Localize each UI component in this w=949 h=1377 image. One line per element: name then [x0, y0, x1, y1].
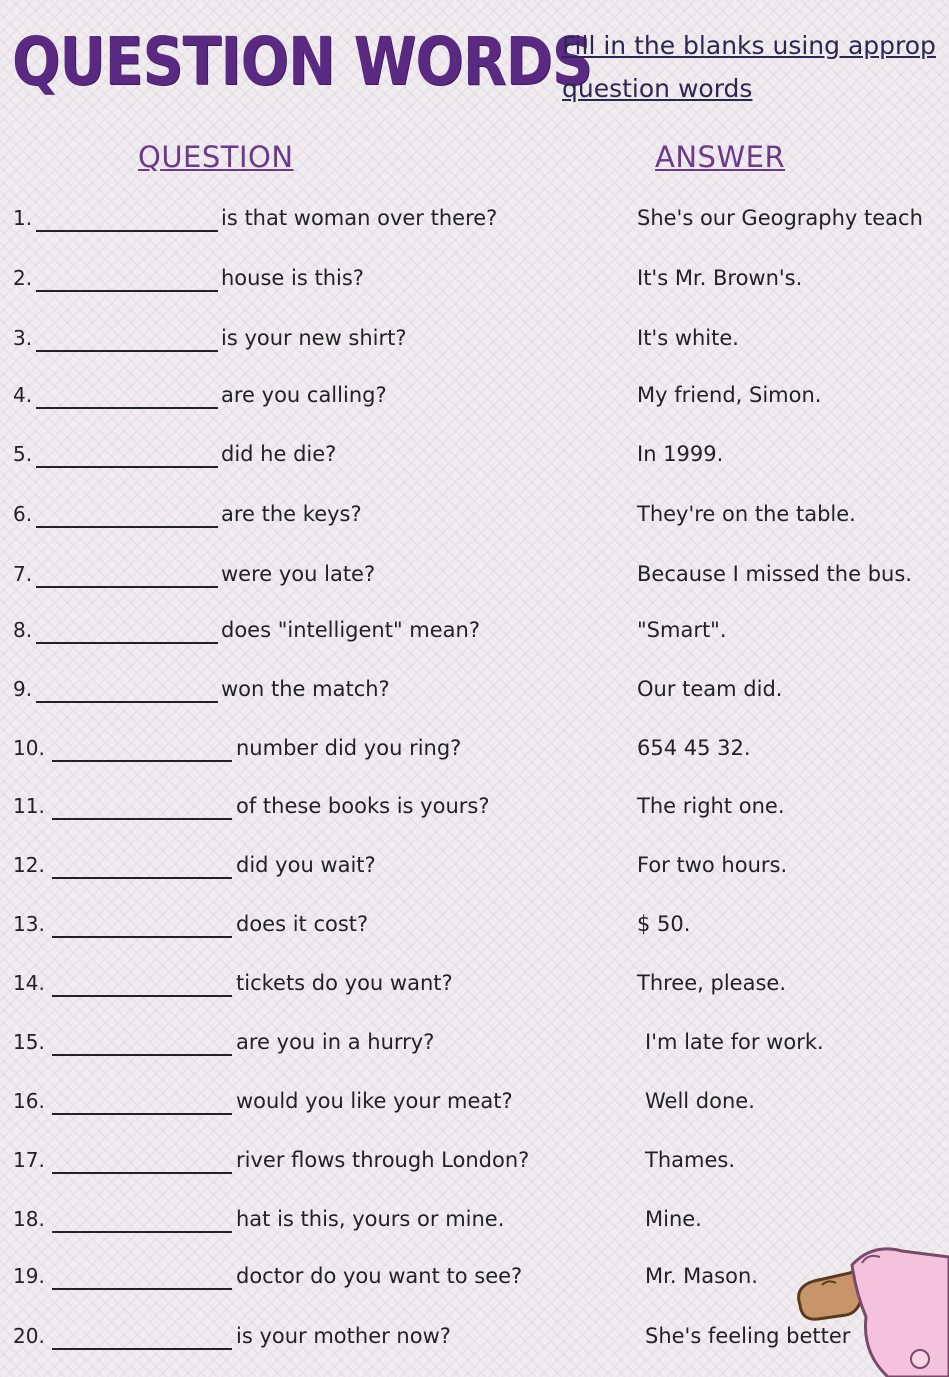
question-text: is your mother now? [236, 1324, 451, 1348]
answer-text: I'm late for work. [645, 1030, 824, 1054]
answer-blank[interactable] [36, 350, 218, 352]
exercise-row [0, 1024, 949, 1064]
question-text: did he die? [221, 442, 337, 466]
question-text: tickets do you want? [236, 971, 453, 995]
answer-blank[interactable] [36, 407, 218, 409]
question-text: doctor do you want to see? [236, 1264, 523, 1288]
answer-blank[interactable] [36, 290, 218, 292]
answer-blank[interactable] [36, 701, 218, 703]
item-number: 12. [13, 853, 45, 877]
answer-text: They're on the table. [637, 502, 856, 526]
instruction-line-1: Fill in the blanks using approp [562, 31, 936, 60]
answer-blank[interactable] [52, 877, 232, 879]
answer-text: It's Mr. Brown's. [637, 266, 803, 290]
question-text: would you like your meat? [236, 1089, 513, 1113]
item-number: 4. [13, 383, 33, 407]
item-number: 13. [13, 912, 45, 936]
answer-text: Thames. [645, 1148, 735, 1172]
answer-text: "Smart". [637, 618, 727, 642]
question-text: does it cost? [236, 912, 369, 936]
item-number: 20. [13, 1324, 45, 1348]
page-title: QUESTION WORDS [12, 23, 592, 100]
question-text: is your new shirt? [221, 326, 407, 350]
exercise-row [0, 847, 949, 887]
item-number: 9. [13, 677, 33, 701]
item-number: 17. [13, 1148, 45, 1172]
exercise-row [0, 730, 949, 770]
exercise-row [0, 320, 949, 360]
answer-blank[interactable] [52, 1113, 232, 1115]
answer-text: Mine. [645, 1207, 702, 1231]
question-text: are you in a hurry? [236, 1030, 435, 1054]
answer-text: It's white. [637, 326, 739, 350]
exercise-row [0, 496, 949, 536]
answer-blank[interactable] [36, 466, 218, 468]
question-text: are you calling? [221, 383, 387, 407]
answer-text: Our team did. [637, 677, 783, 701]
exercise-row [0, 612, 949, 652]
answer-text: Three, please. [637, 971, 786, 995]
answer-text: She's feeling better [645, 1324, 851, 1348]
answer-text: 654 45 32. [637, 736, 751, 760]
item-number: 7. [13, 562, 33, 586]
exercise-row [0, 556, 949, 596]
exercise-row [0, 788, 949, 828]
item-number: 15. [13, 1030, 45, 1054]
item-number: 10. [13, 736, 45, 760]
answer-text: The right one. [637, 794, 785, 818]
answer-blank[interactable] [52, 995, 232, 997]
answer-column-header: ANSWER [655, 140, 786, 174]
instruction-line-2: question words [562, 74, 753, 103]
item-number: 5. [13, 442, 33, 466]
exercise-row [0, 671, 949, 711]
answer-blank[interactable] [52, 1348, 232, 1350]
item-number: 2. [13, 266, 33, 290]
item-number: 3. [13, 326, 33, 350]
answer-text: $ 50. [637, 912, 691, 936]
exercise-row [0, 377, 949, 417]
exercise-row [0, 200, 949, 240]
answer-blank[interactable] [52, 1172, 232, 1174]
answer-blank[interactable] [52, 936, 232, 938]
question-text: of these books is yours? [236, 794, 490, 818]
answer-blank[interactable] [36, 230, 218, 232]
exercise-row [0, 965, 949, 1005]
answer-text: In 1999. [637, 442, 724, 466]
item-number: 1. [13, 206, 33, 230]
answer-blank[interactable] [52, 1288, 232, 1290]
answer-blank[interactable] [52, 1054, 232, 1056]
answer-blank[interactable] [36, 526, 218, 528]
answer-text: For two hours. [637, 853, 788, 877]
item-number: 14. [13, 971, 45, 995]
question-text: are the keys? [221, 502, 362, 526]
exercise-row [0, 1083, 949, 1123]
question-text: were you late? [221, 562, 376, 586]
question-text: won the match? [221, 677, 390, 701]
question-text: is that woman over there? [221, 206, 498, 230]
question-column-header: QUESTION [138, 140, 294, 174]
question-text: hat is this, yours or mine. [236, 1207, 505, 1231]
item-number: 11. [13, 794, 45, 818]
question-text: does "intelligent" mean? [221, 618, 481, 642]
question-text: river flows through London? [236, 1148, 530, 1172]
exercise-row [0, 906, 949, 946]
answer-blank[interactable] [52, 1231, 232, 1233]
answer-blank[interactable] [36, 642, 218, 644]
item-number: 8. [13, 618, 33, 642]
sleeve-shape [852, 1249, 949, 1377]
instructions [562, 24, 949, 110]
item-number: 16. [13, 1089, 45, 1113]
exercise-row [0, 260, 949, 300]
exercise-row [0, 436, 949, 476]
question-text: house is this? [221, 266, 364, 290]
answer-text: Well done. [645, 1089, 755, 1113]
answer-text: My friend, Simon. [637, 383, 822, 407]
item-number: 19. [13, 1264, 45, 1288]
item-number: 6. [13, 502, 33, 526]
answer-blank[interactable] [52, 818, 232, 820]
item-number: 18. [13, 1207, 45, 1231]
question-text: number did you ring? [236, 736, 462, 760]
child-illustration [792, 1235, 949, 1377]
question-text: did you wait? [236, 853, 376, 877]
answer-text: Mr. Mason. [645, 1264, 758, 1288]
answer-text: Because I missed the bus. [637, 562, 912, 586]
answer-blank[interactable] [52, 760, 232, 762]
exercise-row [0, 1142, 949, 1182]
answer-blank[interactable] [36, 586, 218, 588]
answer-text: She's our Geography teach [637, 206, 923, 230]
